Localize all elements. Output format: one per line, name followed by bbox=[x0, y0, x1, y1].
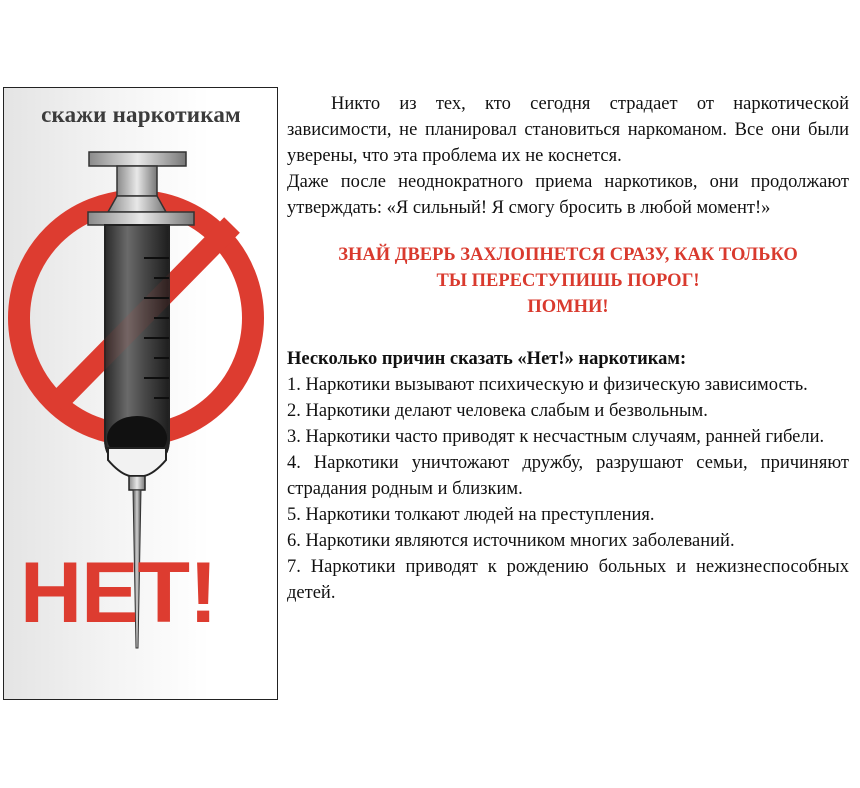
reason-item: 1. Наркотики вызывают психическую и физическую зависимость. bbox=[287, 375, 808, 395]
finger-flange bbox=[88, 212, 194, 225]
column-divider bbox=[277, 87, 278, 699]
anti-drug-poster bbox=[3, 87, 278, 700]
poster-title: скажи наркотикам bbox=[41, 102, 241, 127]
intro-paragraph-2: Даже после неоднократного приема наркотиков, они продолжают утверждать: «Я сильный! Я смогу бросить в любой момент!» bbox=[287, 172, 849, 218]
reason-item: 3. Наркотики часто приводят к несчастным случаям, ранней гибели. bbox=[287, 427, 825, 447]
plunger-neck bbox=[108, 196, 166, 212]
reason-item: 7. Наркотики приводят к рождению больных и нежизнеспособных детей. bbox=[287, 557, 849, 603]
plunger-rod bbox=[117, 166, 157, 196]
warning-line-3: ПОМНИ! bbox=[527, 297, 609, 317]
warning-line-2: ТЫ ПЕРЕСТУПИШЬ ПОРОГ! bbox=[436, 271, 700, 291]
warning-block bbox=[287, 242, 849, 320]
reason-item: 4. Наркотики уничтожают дружбу, разрушают семьи, причиняют страдания родным и близким. bbox=[287, 453, 849, 499]
syringe-hub bbox=[129, 476, 145, 490]
information-panel bbox=[287, 91, 849, 606]
reasons-heading: Несколько причин сказать «Нет!» наркотикам: bbox=[287, 349, 687, 369]
intro-paragraph-1: Никто из тех, кто сегодня страдает от наркотической зависимости, не планировал становиться наркоманом. Все они были уверены, что эта проблема их не коснется. bbox=[287, 94, 849, 166]
reason-item: 5. Наркотики толкают людей на преступления. bbox=[287, 505, 655, 525]
syringe-tip bbox=[108, 448, 166, 476]
poster-no-word: НЕТ! bbox=[20, 545, 217, 641]
plunger-cap bbox=[89, 152, 186, 166]
reasons-list bbox=[287, 372, 849, 606]
warning-line-1: ЗНАЙ ДВЕРЬ ЗАХЛОПНЕТСЯ СРАЗУ, КАК ТОЛЬКО bbox=[338, 245, 798, 265]
reason-item: 6. Наркотики являются источником многих заболеваний. bbox=[287, 531, 735, 551]
reason-item: 2. Наркотики делают человека слабым и безвольным. bbox=[287, 401, 708, 421]
